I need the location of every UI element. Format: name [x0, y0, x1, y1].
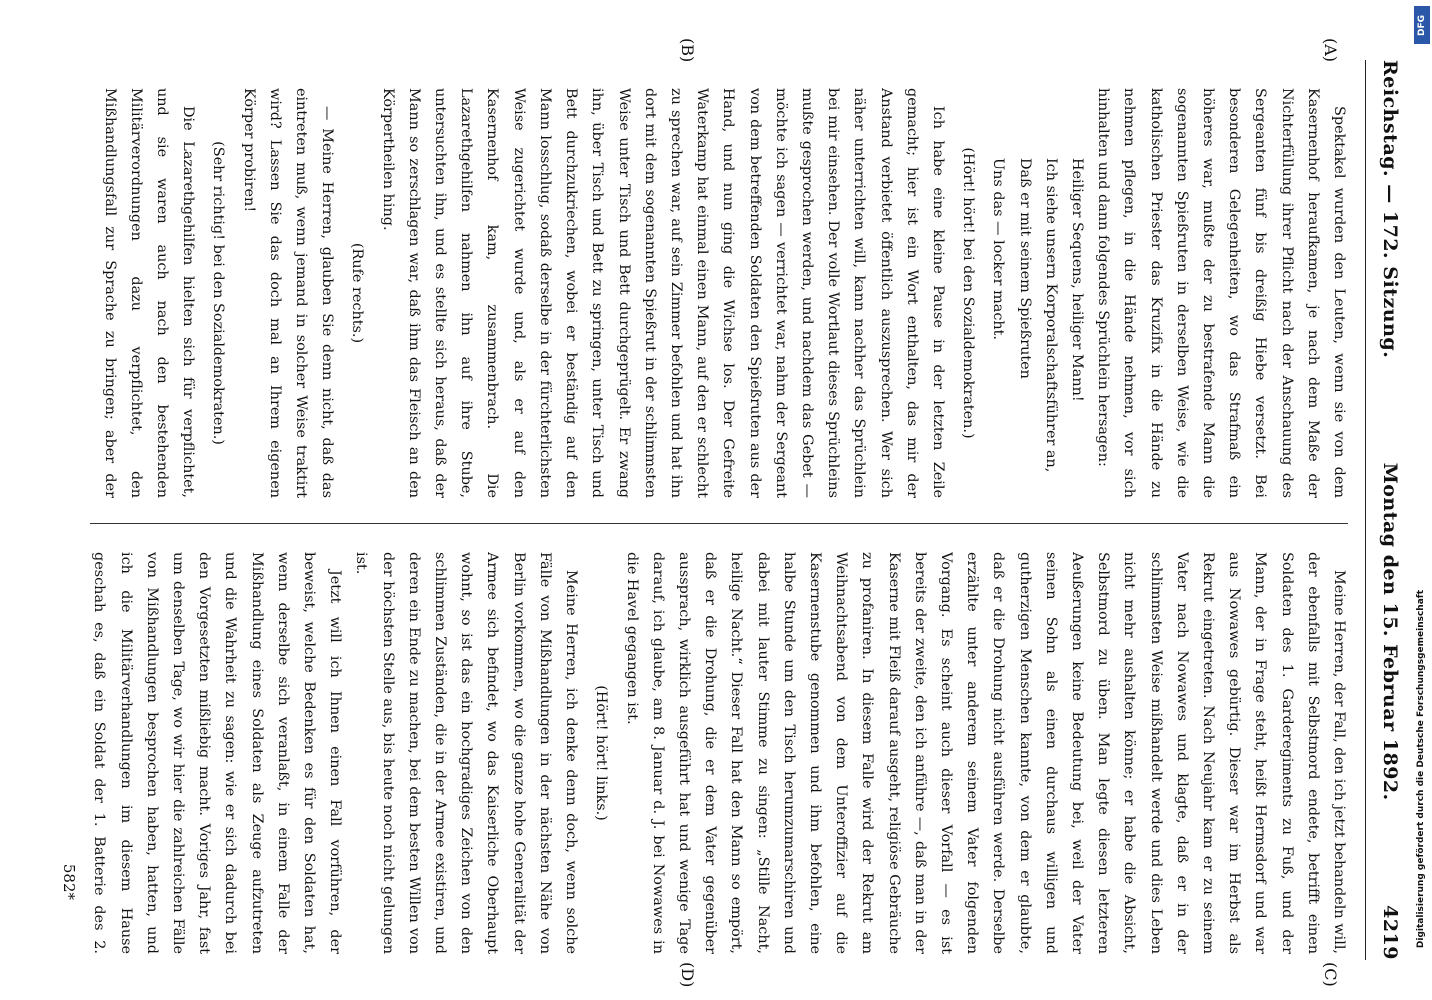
- right-column: [90, 552, 1352, 954]
- paragraph: Meine Herren, der Fall, den ich jetzt behandeln will, der ebenfalls mit Selbstmord endete, betrifft einen Soldaten des 1. Garderegiments zu Fuß, und der Mann, der in Frage steht, heißt Hermsdorf und war aus Nowawes gebürtig. Dieser war im Herbst als Rekrut eingetreten. Nach Neujahr kam er zu seinem Vater nach Nowawes und klagte, daß er in der schlimmsten Weise mißhandelt werde und dies Leben nicht mehr aushalten könne; er habe die Absicht, Selbstmord zu üben. Man legte diesen letzteren Aeußerungen keine Bedeutung bei, weil der Vater seinen Sohn als einen durchaus willigen und gutherzigen Menschen kannte, von dem er glaubte, daß er die Drohung nicht ausführen werde. Derselbe erzählte unter anderem seinem Vater folgenden Vorgang. Es scheint auch dieser Vorfall — es ist bereits der zweite, den ich anführe —, daß man in der Kaserne mit Fleiß darauf ausgeht, religiöse Gebräuche zu profaniren. In diesem Falle wird der Rekrut am Weihnachtsabend von dem Unteroffizier auf die Kasernenstube genommen und ihm befohlen, eine halbe Stunde um den Tisch herumzumarschiren und dabei mit lauter Stimme zu singen: „Stille Nacht, heilige Nacht.“ Dieser Fall hat den Mann so empört, daß er die Drohung, die er dem Vater gegenüber aussprach, wirklich ausgeführt hat und wenige Tage darauf, ich glaube, am 8. Januar d. J. bei Nowawes in die Havel gegangen ist.: [623, 552, 1347, 954]
- paragraph: Jetzt will ich Ihnen einen Fall vorführen, der beweist, welche Bedenken es für den Soldaten hat, wenn derselbe sich veranlaßt, in einem Falle der Mißhandlung eines Soldaten als Zeuge aufzutreten und die Wahrheit zu sagen: wie er sich dadurch bei den Vorgesetzten mißliebig macht. Voriges Jahr, fast um denselben Tage, wo wir hier die zahlreichen Fälle von Mißhandlungen besprochen haben, hatten, und ich die Militärverhandlungen im diesem Hause geschah es, daß ein Soldat der 1. Batterie des 2.: [91, 552, 344, 954]
- paragraph: Die Lazarethgehilfen hielten sich für verpflichtet, und sie waren auch nach den bestehenden Militärverordnungen dazu verpflichtet, den Mißhandlungsfall zur Sprache zu bringen; aber der: [101, 88, 197, 498]
- paragraph: Spektakel wurden den Leuten, wenn sie von dem Kasernenhof heraufkamen, je nach dem Maße der Nichterfüllung ihrer Pflicht nach der Anschauung des Sergeanten fünf bis dreißig Hiebe versetzt. Bei besonderen Gelegenheiten, wo das Strafmaß ein höheres war, mußte der zu bestrafende Mann die sogenannten Spießruten in derselben Weise, wie die katholischen Priester das Kruzifix in die Hände zu nehmen pflegen, in die Hände nehmen, vor sich hinhalten und dann folgendes Sprüchlein hersagen:: [1095, 88, 1347, 498]
- dfg-notice: Digitalisierung gefördert durch die Deutsche Forschungsgemeinschaft: [1416, 590, 1426, 949]
- margin-marker-a: (A): [1321, 38, 1340, 63]
- paragraph: — Meine Herren, glauben Sie denn nicht, daß das eintreten muß, wenn jemand in solcher Weise traktirt wird? Lassen Sie das doch mal an Ihrem eigenen Körper probiren!: [240, 88, 336, 498]
- margin-marker-c: (C): [1321, 962, 1340, 987]
- paragraph: Meine Herren, ich denke denn doch, wenn solche Fälle von Mißhandlungen in der nächsten Nähe von Berlin vorkommen, wo die ganze hohe Generalität der Armee sich befindet, wo das Kaiserliche Oberhaupt wohnt, so ist das ein hochgradiges Zeichen von den schlimmen Zuständen, die in der Armee existiren, und deren ein Ende zu machen, bei dem besten Willen von der höchsten Stelle aus, bis heute noch nicht gelungen ist.: [353, 552, 580, 954]
- header-date: Montag den 15. Februar 1892.: [1379, 462, 1401, 801]
- margin-marker-b: (B): [678, 38, 697, 63]
- interjection: (Sehr richtig! bei den Sozialdemokraten.): [210, 141, 227, 445]
- dfg-strip: [1412, 0, 1432, 1000]
- running-header: [1370, 60, 1410, 960]
- verse-line: Uns das — locker macht.: [990, 158, 1007, 340]
- interjection: (Rufe rechts.): [349, 242, 366, 344]
- margin-marker-d: (D): [678, 962, 697, 988]
- left-column: [90, 88, 1352, 498]
- sheet-signature: 582*: [60, 863, 78, 900]
- header-left: Reichstag. — 172. Sitzung.: [1379, 60, 1401, 359]
- dfg-logo: DFG: [1414, 6, 1430, 44]
- interjection: (Hört! hört! links.): [593, 685, 610, 821]
- verse-line: Daß er mit seinem Spießruten: [1016, 158, 1033, 379]
- column-rule: [90, 523, 1348, 524]
- paragraph: Ich habe eine kleine Pause in der letzten Zeile gemacht; hier ist ein Wort enthalten, das mir der Anstand verbietet öffentlich auszusprechen. Wer sich näher unterrichten will, kann nachher das Sprüchlein bei mir einsehen. Der volle Wortlaut dieses Sprüchleins mußte gesprochen werden, und nachdem das Gebet — möchte ich sagen — verrichtet war, nahm der Sergeant von dem betreffenden Soldaten den Spießruten aus der Hand, und nun ging die Wichse los. Der Gefreite Waterkamp hat einmal einen Mann, auf den er schlecht zu sprechen war, auf sein Zimmer befohlen und hat ihn dort mit dem sogenannten Spießrut in der schlimmsten Weise unter Tisch und Bett durchgeprügelt. Er zwang ihn, über Tisch und Bett zu springen, unter Tisch und Bett durchzukriechen, wobei er beständig auf den Mann losschlug, sodaß derselbe in der fürchterlichsten Weise zugerichtet wurde und, als er auf den Kasernenhof kam, zusammenbrach. Die Lazarethgehilfen nahmen ihn auf ihre Stube, untersuchten ihn, und es stellte sich heraus, daß der Mann so zerschlagen war, daß ihm das Fleisch an den Körpertheilen hing.: [379, 88, 946, 498]
- page-number: 4219: [1379, 905, 1401, 960]
- header-rule: [1365, 60, 1366, 960]
- verse-line: Heiliger Sequens, heiliger Mann!: [1068, 158, 1085, 402]
- interjection: (Hört! hört! bei den Sozialdemokraten.): [960, 147, 977, 439]
- verse-line: Ich siehe unsern Korporalschaftsführer an,: [1042, 158, 1059, 473]
